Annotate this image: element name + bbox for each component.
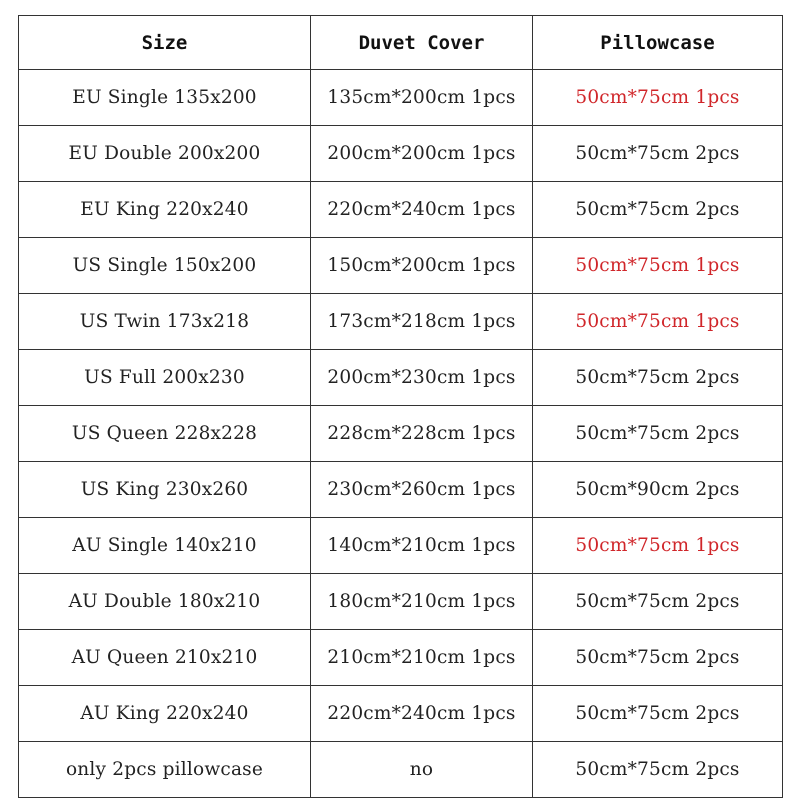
duvet-cover-cell: 135cm*200cm 1pcs <box>311 70 533 126</box>
duvet-cover-cell: 180cm*210cm 1pcs <box>311 574 533 630</box>
duvet-cover-cell: 210cm*210cm 1pcs <box>311 630 533 686</box>
duvet-cover-cell: 220cm*240cm 1pcs <box>311 686 533 742</box>
header-size: Size <box>19 16 311 70</box>
pillowcase-cell: 50cm*75cm 2pcs <box>533 574 783 630</box>
table-row <box>19 518 783 574</box>
size-cell: EU Double 200x200 <box>19 126 311 182</box>
pillowcase-cell: 50cm*75cm 2pcs <box>533 742 783 798</box>
size-cell: AU Double 180x210 <box>19 574 311 630</box>
header-pillowcase: Pillowcase <box>533 16 783 70</box>
size-cell: EU Single 135x200 <box>19 70 311 126</box>
size-chart-table <box>18 15 783 798</box>
pillowcase-cell: 50cm*75cm 1pcs <box>533 238 783 294</box>
header-duvet-cover: Duvet Cover <box>311 16 533 70</box>
size-cell: EU King 220x240 <box>19 182 311 238</box>
size-cell: US King 230x260 <box>19 462 311 518</box>
table-row <box>19 350 783 406</box>
size-cell: AU King 220x240 <box>19 686 311 742</box>
pillowcase-cell: 50cm*90cm 2pcs <box>533 462 783 518</box>
size-cell: US Queen 228x228 <box>19 406 311 462</box>
pillowcase-cell: 50cm*75cm 2pcs <box>533 350 783 406</box>
size-cell: AU Single 140x210 <box>19 518 311 574</box>
pillowcase-cell: 50cm*75cm 2pcs <box>533 406 783 462</box>
pillowcase-cell: 50cm*75cm 2pcs <box>533 182 783 238</box>
duvet-cover-cell: 220cm*240cm 1pcs <box>311 182 533 238</box>
duvet-cover-cell: 140cm*210cm 1pcs <box>311 518 533 574</box>
size-cell: US Full 200x230 <box>19 350 311 406</box>
table-row <box>19 630 783 686</box>
duvet-cover-cell: 150cm*200cm 1pcs <box>311 238 533 294</box>
pillowcase-cell: 50cm*75cm 2pcs <box>533 686 783 742</box>
table-row <box>19 574 783 630</box>
table-body <box>19 70 783 798</box>
size-cell: US Single 150x200 <box>19 238 311 294</box>
size-cell: US Twin 173x218 <box>19 294 311 350</box>
pillowcase-cell: 50cm*75cm 2pcs <box>533 126 783 182</box>
duvet-cover-cell: no <box>311 742 533 798</box>
pillowcase-cell: 50cm*75cm 1pcs <box>533 518 783 574</box>
table-row <box>19 294 783 350</box>
duvet-cover-cell: 230cm*260cm 1pcs <box>311 462 533 518</box>
table-row <box>19 686 783 742</box>
duvet-cover-cell: 200cm*230cm 1pcs <box>311 350 533 406</box>
pillowcase-cell: 50cm*75cm 1pcs <box>533 294 783 350</box>
size-cell: AU Queen 210x210 <box>19 630 311 686</box>
duvet-cover-cell: 173cm*218cm 1pcs <box>311 294 533 350</box>
table-row <box>19 742 783 798</box>
pillowcase-cell: 50cm*75cm 2pcs <box>533 630 783 686</box>
duvet-cover-cell: 200cm*200cm 1pcs <box>311 126 533 182</box>
header-row <box>19 16 783 70</box>
table-row <box>19 70 783 126</box>
pillowcase-cell: 50cm*75cm 1pcs <box>533 70 783 126</box>
table-row <box>19 126 783 182</box>
table-row <box>19 462 783 518</box>
table-row <box>19 238 783 294</box>
table-row <box>19 406 783 462</box>
duvet-cover-cell: 228cm*228cm 1pcs <box>311 406 533 462</box>
size-cell: only 2pcs pillowcase <box>19 742 311 798</box>
table-row <box>19 182 783 238</box>
